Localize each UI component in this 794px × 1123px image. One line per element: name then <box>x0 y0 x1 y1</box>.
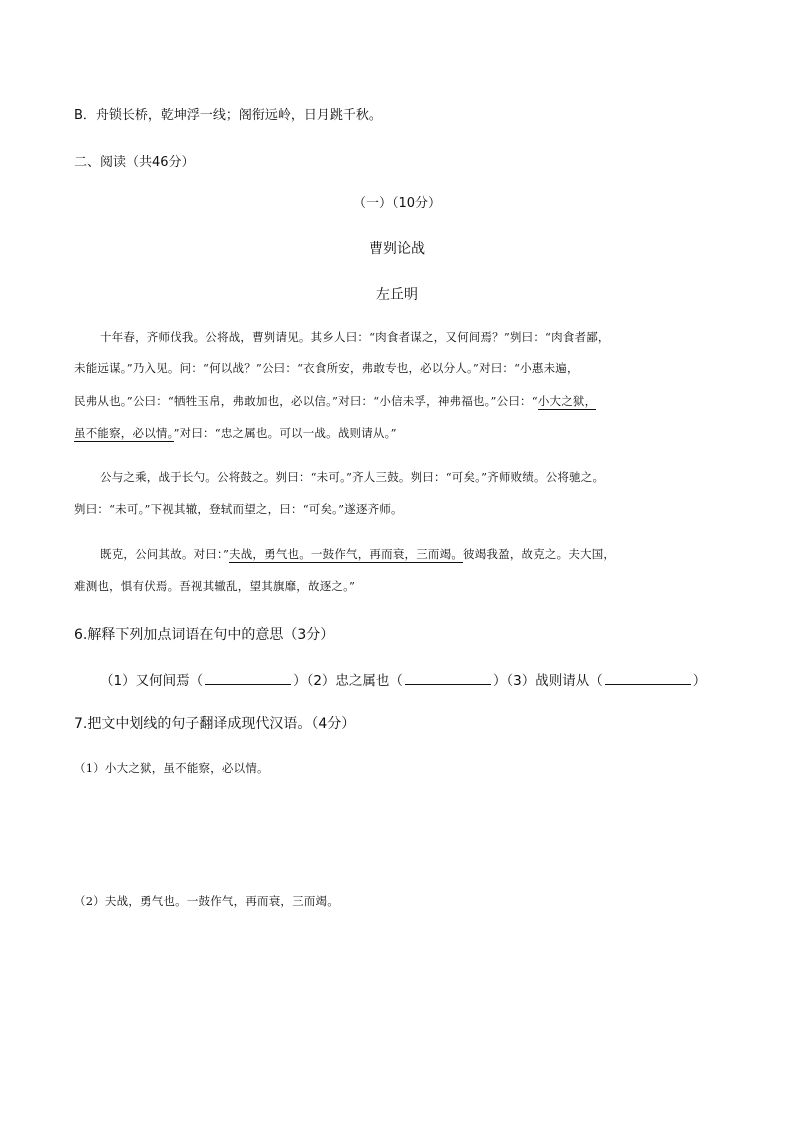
q7-sentence-1: （1）小大之狱，虽不能察，必以情。 <box>74 761 269 775</box>
passage-title: 曹刿论战 <box>369 241 425 257</box>
q6-items <box>100 669 706 689</box>
q7-stem: 7.把文中划线的句子翻译成现代汉语。（4分） <box>74 716 356 732</box>
underlined-sentence-2: 夫战，勇气也。一鼓作气，再而衰，三而竭。 <box>229 547 464 561</box>
passage-p2-line2: 刿曰：“未可。”下视其辙，登轼而望之，曰：“可矣。”遂逐齐师。 <box>74 502 403 516</box>
passage-text: 民弗从也。”公曰：“牺牲玉帛，弗敢加也，必以信。”对曰：“小信未孚，神弗福也。”公曰：“ <box>74 394 538 408</box>
underlined-sentence-1b: 虽不能察，必以情。 <box>74 426 174 440</box>
passage-p3-line2: 难测也，惧有伏焉。吾视其辙乱，望其旗靡，故逐之。” <box>74 579 356 593</box>
passage-author: 左丘明 <box>376 287 418 303</box>
option-b: B．舟锁长桥，乾坤浮一线；阁衔远岭，日月跳千秋。 <box>74 108 382 123</box>
passage-text: 彼竭我盈，故克之。夫大国， <box>463 547 616 561</box>
q6-answer-blank-3[interactable] <box>605 672 691 685</box>
q6-item2-label: ）（2）忠之属也（ <box>293 673 403 689</box>
passage-p3-line1 <box>100 546 615 562</box>
passage-p1-line2: 未能远谋。”乃入见。问：“何以战？”公曰：“衣食所安，弗敢专也，必以分人。”对曰：“小惠未遍， <box>74 361 579 375</box>
q6-item3-label: ）（3）战则请从（ <box>492 673 603 689</box>
passage-p2-line1: 公与之乘，战于长勺。公将鼓之。刿曰：“未可。”齐人三鼓。刿曰：“可矣。”齐师败绩。公将驰之。 <box>100 470 605 484</box>
passage-p1-line3 <box>74 393 596 409</box>
section-title: 二、阅读（共46分） <box>74 155 195 170</box>
passage-text: 既克，公问其故。对曰：” <box>100 547 230 561</box>
q6-answer-blank-2[interactable] <box>405 672 491 685</box>
q7-sentence-2: （2）夫战，勇气也。一鼓作气，再而衰，三而竭。 <box>74 894 339 908</box>
q6-answer-blank-1[interactable] <box>205 672 291 685</box>
passage-text: ”对曰：“忠之属也。可以一战。战则请从。” <box>173 426 397 440</box>
q6-stem: 6.解释下列加点词语在句中的意思（3分） <box>74 627 335 643</box>
q6-item1-label: （1）又何间焉（ <box>100 673 204 689</box>
q6-close-paren: ） <box>692 673 707 689</box>
passage-p1-line4 <box>74 425 397 441</box>
underlined-sentence-1a: 小大之狱， <box>537 394 597 408</box>
part-label: （一）（10分） <box>352 196 442 211</box>
passage-p1-line1: 十年春，齐师伐我。公将战，曹刿请见。其乡人曰：“肉食者谋之，又何间焉？”刿曰：“肉食者鄙， <box>100 330 610 344</box>
